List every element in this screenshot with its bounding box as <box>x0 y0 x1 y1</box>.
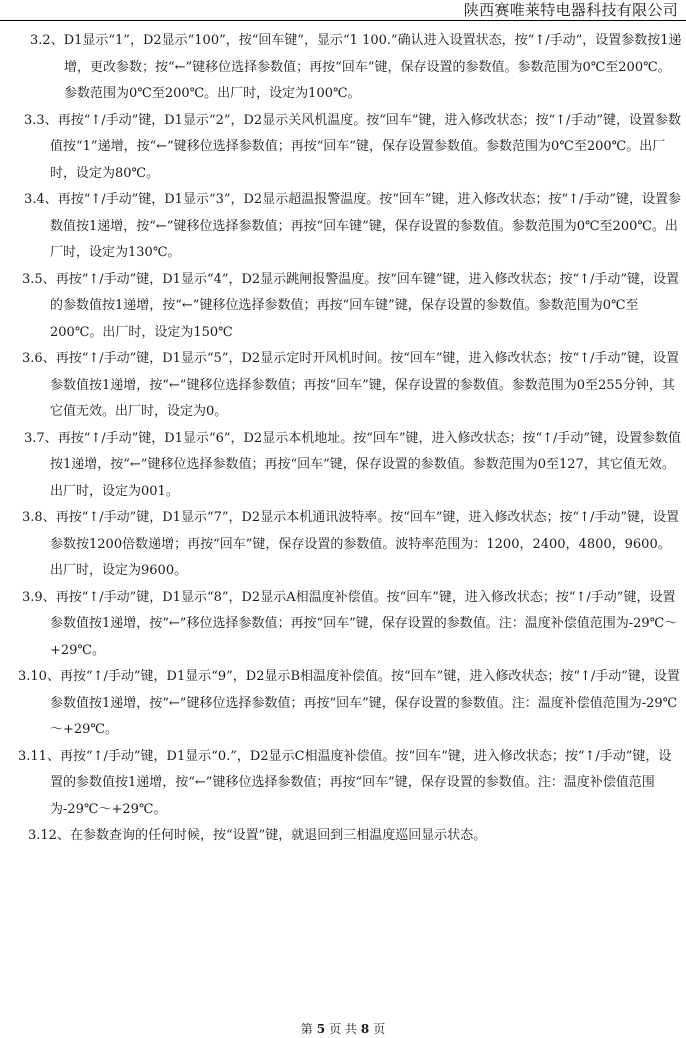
section-3-5 <box>0 267 686 347</box>
section-number: 3.6、 <box>22 351 56 366</box>
section-text: D1显示“1”，D2显示“100”，按“回车键”，显示“1 100.”确认进入设置状态，按“↑/手动”，设置参数按1递增，更改参数；按“←”键移位选择参数值；再按“回车”键，保存设置的参数值。参数范围为0℃至200℃。参数范围为0℃至200℃。出厂时，设定为100℃。 <box>63 33 682 101</box>
section-text: 再按“↑/手动”键，D1显示“7”，D2显示本机通讯波特率。按“回车”键，进入修改状态；按“↑/手动”键，设置参数按1200倍数递增；再按“回车”键，保存设置的参数值。波特率范围为：1200，2400，4800，9600。出厂时，设定为9600。 <box>50 510 680 578</box>
page-footer <box>0 1022 686 1036</box>
section-3-10 <box>0 664 686 744</box>
section-text: 再按“↑/手动”键，D1显示“3”，D2显示超温报警温度。按“回车”键，进入修改状态；按“↑/手动”键，设置参数值按1递增，按“←”键移位选择参数值；再按“回车键”键，保存设置的参数值。参数范围为0℃至200℃。出厂时，设定为130℃。 <box>50 192 682 260</box>
section-number: 3.9、 <box>22 589 56 605</box>
document-body <box>0 28 686 850</box>
section-number: 3.8、 <box>22 510 56 525</box>
section-3-6 <box>0 346 686 426</box>
section-3-4 <box>0 187 686 267</box>
section-text: 再按“↑/手动”键，D1显示“5”，D2显示定时开风机时间。按“回车”键，进入修改状态；按“↑/手动”键，设置参数值按1递增，按“←”键移位选择参数值；再按“回车”键，保存设置的参数值。参数范围为0至255分钟，其它值无效。出厂时，设定为0。 <box>50 351 680 419</box>
section-number: 3.10、 <box>18 669 60 684</box>
section-3-11 <box>0 744 686 824</box>
page-total: 8 <box>360 1022 370 1036</box>
section-3-12 <box>0 823 686 850</box>
section-3-8 <box>0 505 686 585</box>
company-name: 陕西赛唯莱特电器科技有限公司 <box>463 1 678 19</box>
section-3-3 <box>0 108 686 188</box>
section-text: 再按“↑/手动”键，D1显示“2”，D2显示关风机温度。按“回车”键，进入修改状态；按“↑/手动”键，设置参数值按“1”递增，按“←”键移位选择参数值；再按“回车”键，保存设置参数值。参数范围为0℃至200℃。出厂时，设定为80℃。 <box>50 112 682 181</box>
section-3-2 <box>0 28 686 108</box>
section-number: 3.4、 <box>24 192 58 207</box>
page-suffix: 页 <box>373 1022 386 1036</box>
section-text: 再按“↑/手动”键，D1显示“4”，D2显示跳闸报警温度。按“回车键”键，进入修改状态；按“↑/手动”键，设置的参数值按1递增，按“←”键移位选择参数值；再按“回车键”键，保存设置的参数值。参数范围为0℃至200℃。出厂时，设定为150℃ <box>50 271 680 340</box>
section-text: 在参数查询的任何时候，按“设置”键，就退回到三相温度巡回显示状态。 <box>69 828 487 843</box>
section-number: 3.11、 <box>18 748 60 764</box>
section-number: 3.12、 <box>28 828 70 843</box>
section-text: 再按“↑/手动”键，D1显示“8”，D2显示A相温度补偿值。按“回车”键，进入修改状态；按“↑/手动”键，设置参数值按1递增，按“←”移位选择参数值；再按“回车”键，保存设置的参数值。注：温度补偿值范围为-29℃～+29℃。 <box>50 589 678 658</box>
section-number: 3.5、 <box>22 271 56 287</box>
page-mid: 页 共 <box>329 1022 357 1036</box>
section-text: 再按“↑/手动”键，D1显示“6”，D2显示本机地址。按“回车”键，进入修改状态；按“↑/手动”键，设置参数值按1递增，按“←”键移位选择参数值；再按“回车”键，保存设置的参数值。参数范围为0至127，其它值无效。出厂时，设定为001。 <box>50 430 682 499</box>
section-number: 3.7、 <box>24 430 58 446</box>
header-rule <box>0 20 686 21</box>
section-text: 再按“↑/手动”键，D1显示“0.”，D2显示C相温度补偿值。按“回车”键，进入修改状态；按“↑/手动”键，设置的参数值按1递增，按“←”键移位选择参数值；再按“回车”键，保存设置的参数值。注：温度补偿值范围为-29℃～+29℃。 <box>50 748 672 817</box>
section-3-9 <box>0 585 686 665</box>
page-header <box>0 0 686 22</box>
section-number: 3.3、 <box>24 112 58 128</box>
page-prefix: 第 <box>300 1022 313 1036</box>
page-number: 5 <box>316 1022 326 1036</box>
section-3-7 <box>0 426 686 506</box>
section-text: 再按“↑/手动”键，D1显示“9”，D2显示B相温度补偿值。按“回车”键，进入修改状态；按“↑/手动”键，设置参数值按1递增，按“←”键移位选择参数值；再按“回车”键，保存设置的参数值。注：温度补偿值范围为-29℃～+29℃。 <box>50 669 680 737</box>
section-number: 3.2、 <box>30 33 64 48</box>
